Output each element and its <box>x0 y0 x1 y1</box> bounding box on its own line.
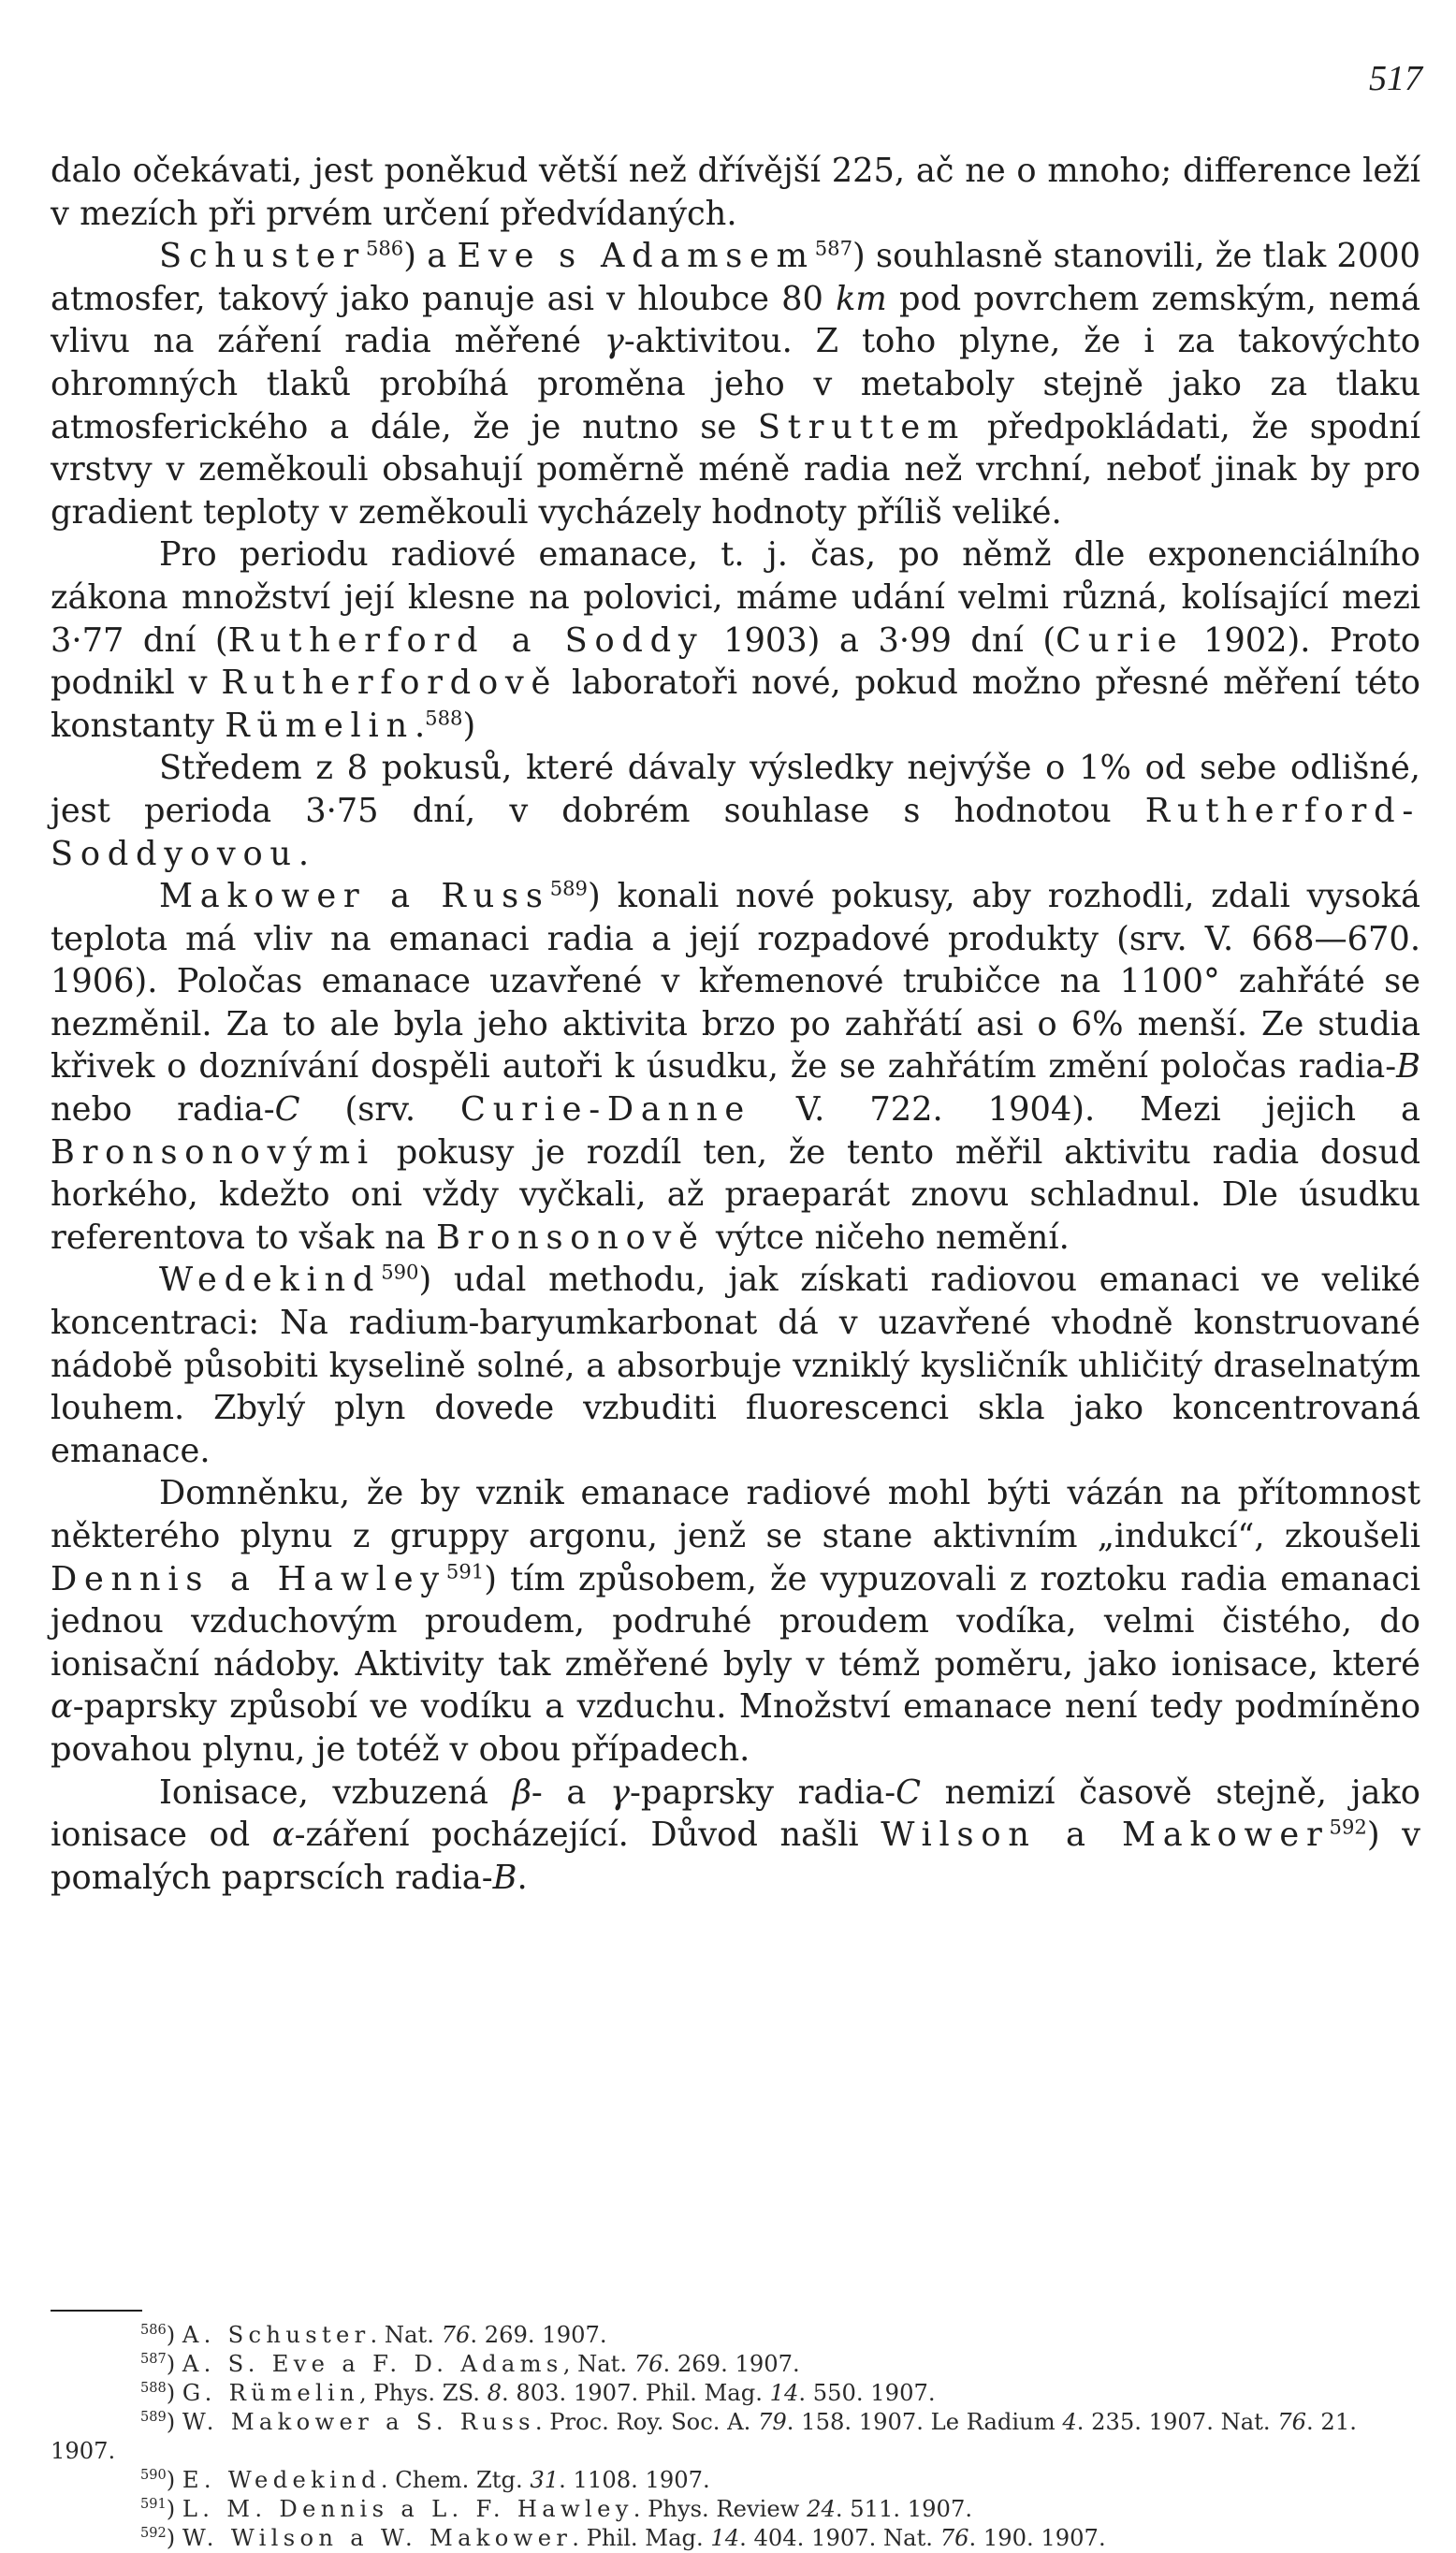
footnote-author: A. S. Eve a F. D. Adams <box>182 2351 563 2377</box>
author-name: Wedekind <box>159 1261 382 1300</box>
unit: km <box>836 279 887 318</box>
paragraph-emanation-period <box>51 533 1420 747</box>
text-run: laboratoři nové, pokud možno přesné měření této konstanty <box>51 664 1420 745</box>
author-name: Dennis a Hawley <box>51 1559 446 1598</box>
text-run: . Phil. Mag. <box>572 2525 711 2551</box>
author-name: Rutherford a Soddy <box>227 620 705 660</box>
footnote-590: $^{590}$) E. Wedekind. Chem. Ztg. 31. 1108. 1907. <box>140 2467 710 2493</box>
text-run: ) a <box>403 237 458 276</box>
text-run: . 550. 1907. <box>798 2380 936 2406</box>
footnote-591: $^{591}$) L. M. Dennis a L. F. Hawley. Phys. Review 24. 511. 1907. <box>140 2496 973 2522</box>
text-run: , Phys. ZS. <box>359 2380 488 2406</box>
text-run: V. 722. 1904). Mezi jejich a <box>750 1090 1420 1130</box>
volume: 76 <box>633 2351 663 2377</box>
footnote-author: G. Rümelin <box>182 2380 360 2406</box>
volume: 76 <box>441 2322 471 2348</box>
text-run: nemizí časově stejně, jako ionisace od <box>51 1773 1420 1855</box>
text-run: . 269. 1907. <box>662 2351 800 2377</box>
footnote-number: 588 <box>140 2380 167 2396</box>
paragraph-mean-result <box>51 747 1420 875</box>
paragraph-continuation <box>51 150 1420 235</box>
variable: C <box>895 1773 922 1812</box>
volume: 79 <box>758 2409 787 2435</box>
variable: B <box>492 1858 517 1897</box>
text-run: . 190. 1907. <box>968 2525 1106 2551</box>
footnote-author: W. Makower a S. Russ <box>182 2409 535 2435</box>
text-run: Pro periodu radiové emanace, t. j. čas, po němž dle exponenciálního zákona množství její klesne na polovici, máme udání velmi různá, kolísající mezi 3·77 dní ( <box>51 535 1420 660</box>
author-name: Struttem <box>757 407 967 446</box>
text-run: pokusy je rozdíl ten, že tento měřil aktivitu radia dosud horkého, kdežto oni vždy vyčkali, až praeparát znovu schladnul. Dle úsudku referentova to však na <box>51 1132 1420 1257</box>
text-run: 1902). Proto podnikl v <box>51 620 1420 703</box>
footnote-589: $^{589}$) W. Makower a S. Russ. Proc. Roy. Soc. A. 79. 158. 1907. Le Radium 4. 235. 1907. Nat. 76. 21. 1907. <box>51 2409 1357 2464</box>
text-run: -paprsky radia- <box>630 1773 896 1812</box>
author-name: Bronsonovými <box>51 1132 375 1172</box>
footnote-number: 586 <box>140 2322 167 2338</box>
footnote-586: $^{586}$) A. Schuster. Nat. 76. 269. 1907. <box>140 2322 607 2348</box>
footnote-592: $^{592}$) W. Wilson a W. Makower. Phil. Mag. 14. 404. 1907. Nat. 76. 190. 1907. <box>140 2525 1106 2551</box>
text-run: ) konali nové pokusy, aby rozhodli, zdali vysoká teplota má vliv na emanaci radia a její rozpadové produkty (srv. V. 668—670. 1906). Poločas emanace uzavřené v křemenové trubičce na 1100° zahřáté se nezměnil. Za to ale byla jeho aktivita brzo po zahřátí asi o 6% menší. Ze studia křivek o doznívání dospěli autoři k úsudku, že se zahřátím změní poločas radia- <box>51 877 1420 1087</box>
text-run: -záření pocházející. Důvod našli <box>294 1816 881 1855</box>
volume: 76 <box>1277 2409 1307 2435</box>
text-run: ) tím způsobem, že vypuzovali z roztoku radia emanaci jednou vzduchovým proudem, podruhé proudem vodíka, velmi čistého, do ionisační nádoby. Aktivity tak změřené byly v témž poměru, jako ionisace, které <box>51 1559 1421 1684</box>
footnote-divider <box>51 2310 142 2312</box>
paragraph-dennis-hawley <box>51 1472 1420 1771</box>
text-run: . <box>517 1858 528 1897</box>
text-run: . 158. 1907. Le Radium <box>786 2409 1063 2435</box>
footnote-author: L. M. Dennis a L. F. Hawley <box>182 2496 633 2522</box>
text-run: 1903) a 3·99 dní ( <box>704 620 1056 660</box>
text-run: . Nat. <box>370 2322 442 2348</box>
paragraph-makower-russ <box>51 875 1420 1259</box>
greek-letter: γ <box>610 1773 631 1812</box>
page-number: 517 <box>1369 59 1422 98</box>
footnote-587: $^{587}$) A. S. Eve a F. D. Adams, Nat. 76. 269. 1907. <box>140 2351 800 2377</box>
footnote-ref: 587 <box>814 236 853 260</box>
author-name: Rutherford-Soddyovou <box>51 791 1420 873</box>
text-run: ) souhlasně stanovili, že tlak 2000 atmosfer, takový jako panuje asi v hloubce 80 <box>51 237 1420 318</box>
footnote-number: 590 <box>140 2467 167 2483</box>
body-text <box>51 150 1420 1899</box>
paragraph-schuster-eve <box>51 235 1420 533</box>
text-run: -paprsky způsobí ve vodíku a vzduchu. Množství emanace není tedy podmíněno povahou plynu, je totéž v obou případech. <box>51 1687 1420 1769</box>
text-run: . 21. 1907. <box>51 2409 1357 2464</box>
text-run: Domněnku, že by vznik emanace radiové mohl býti vázán na přítomnost některého plynu z gruppy argonu, jenž se stane aktivním „indukcí“, zkoušeli <box>51 1474 1420 1555</box>
text-run: (srv. <box>299 1090 461 1130</box>
text-run: . 1108. 1907. <box>559 2467 710 2493</box>
footnote-author: W. Wilson a W. Makower <box>182 2525 573 2551</box>
text-run: Ionisace, vzbuzená <box>159 1773 513 1812</box>
footnote-588: $^{588}$) G. Rümelin, Phys. ZS. 8. 803. 1907. Phil. Mag. 14. 550. 1907. <box>140 2380 936 2406</box>
text-run: . Chem. Ztg. <box>380 2467 531 2493</box>
volume: 14 <box>710 2525 740 2551</box>
paragraph-ionisation <box>51 1772 1420 1900</box>
volume: 8 <box>487 2380 502 2406</box>
text-run: . 803. 1907. Phil. Mag. <box>501 2380 770 2406</box>
text-run: . <box>298 834 310 873</box>
footnote-number: 589 <box>140 2409 167 2425</box>
footnote-number: 592 <box>140 2525 167 2541</box>
text-run: -aktivitou. Z toho plyne, že i za takovýchto ohromných tlaků probíhá proměna jeho v metaboly stejně jako za tlaku atmosferického a dále, že je nutno se <box>51 322 1420 446</box>
footnotes <box>51 2321 1420 2553</box>
footnote-author: E. Wedekind <box>182 2467 381 2493</box>
text-run: . 269. 1907. <box>470 2322 607 2348</box>
text-run: ) <box>462 706 476 745</box>
footnote-ref: 586 <box>365 236 404 260</box>
author-name: Wilson a Makower <box>881 1816 1330 1855</box>
author-name: Eve s Adamsem <box>457 237 815 276</box>
author-name: Curie <box>1056 620 1185 660</box>
text-run: , Nat. <box>562 2351 634 2377</box>
text-run: ) v pomalých paprscích radia- <box>51 1816 1420 1897</box>
variable: B <box>1396 1047 1420 1087</box>
footnote-ref: 591 <box>445 1558 485 1583</box>
text-run: výtce ničeho nemění. <box>705 1218 1070 1257</box>
author-name: Rümelin <box>225 706 415 745</box>
volume: 4 <box>1062 2409 1077 2435</box>
author-name: Makower a Russ <box>159 877 550 916</box>
text-run: Středem z 8 pokusů, které dávaly výsledky nejvýše o 1% od sebe odlišné, jest perioda 3·75 dní, v dobrém souhlase s hodnotou <box>51 749 1420 830</box>
greek-letter: α <box>51 1687 73 1727</box>
text-run: předpokládati, že spodní vrstvy v zeměkouli obsahují poměrně méně radia než vrchní, neboť jinak by pro gradient teploty v zeměkouli vycházely hodnoty příliš veliké. <box>51 407 1420 532</box>
text-run: . 235. 1907. Nat. <box>1076 2409 1278 2435</box>
text-run: dalo očekávati, jest poněkud větší než dřívější 225, ač ne o mnoho; difference leží v mezích při prvém určení předvídaných. <box>51 152 1420 233</box>
volume: 14 <box>769 2380 799 2406</box>
text-run: . 511. 1907. <box>835 2496 973 2522</box>
greek-letter: γ <box>604 322 624 361</box>
greek-letter: β <box>512 1773 531 1812</box>
author-name: Schuster <box>159 237 366 276</box>
author-name: Rutherfordově <box>221 664 559 703</box>
text-run: nebo radia- <box>51 1090 275 1130</box>
text-run: . 404. 1907. Nat. <box>739 2525 940 2551</box>
footnote-ref: 588 <box>425 705 463 729</box>
text-run: - a <box>531 1773 611 1812</box>
volume: 24 <box>807 2496 836 2522</box>
footnote-ref: 589 <box>549 876 588 900</box>
footnote-author: A. Schuster <box>182 2322 371 2348</box>
variable: C <box>274 1090 300 1130</box>
footnote-number: 587 <box>140 2351 167 2367</box>
text-run: . Proc. Roy. Soc. A. <box>534 2409 759 2435</box>
text-run: . <box>414 706 426 745</box>
text-run: . Phys. Review <box>633 2496 808 2522</box>
footnote-ref: 592 <box>1329 1815 1367 1839</box>
footnote-ref: 590 <box>381 1260 419 1284</box>
text-run: pod povrchem zemským, nemá vlivu na záření radia měřené <box>51 279 1420 361</box>
text-run: ) udal methodu, jak získati radiovou emanaci ve veliké koncentraci: Na radium-baryumkarbonat dá v uzavřené vhodně konstruované nádobě působiti kyselině solné, a absorbuje vzniklý kysličník uhličitý draselnatým louhem. Zbylý plyn dovede vzbuditi fluorescenci skla jako koncentrovaná emanace. <box>51 1261 1420 1470</box>
author-name: Bronsonově <box>435 1218 706 1257</box>
footnote-number: 591 <box>140 2496 167 2512</box>
volume: 31 <box>530 2467 560 2493</box>
author-name: Curie-Danne <box>460 1090 751 1130</box>
volume: 76 <box>939 2525 969 2551</box>
greek-letter: α <box>271 1816 295 1855</box>
paragraph-wedekind <box>51 1259 1420 1472</box>
